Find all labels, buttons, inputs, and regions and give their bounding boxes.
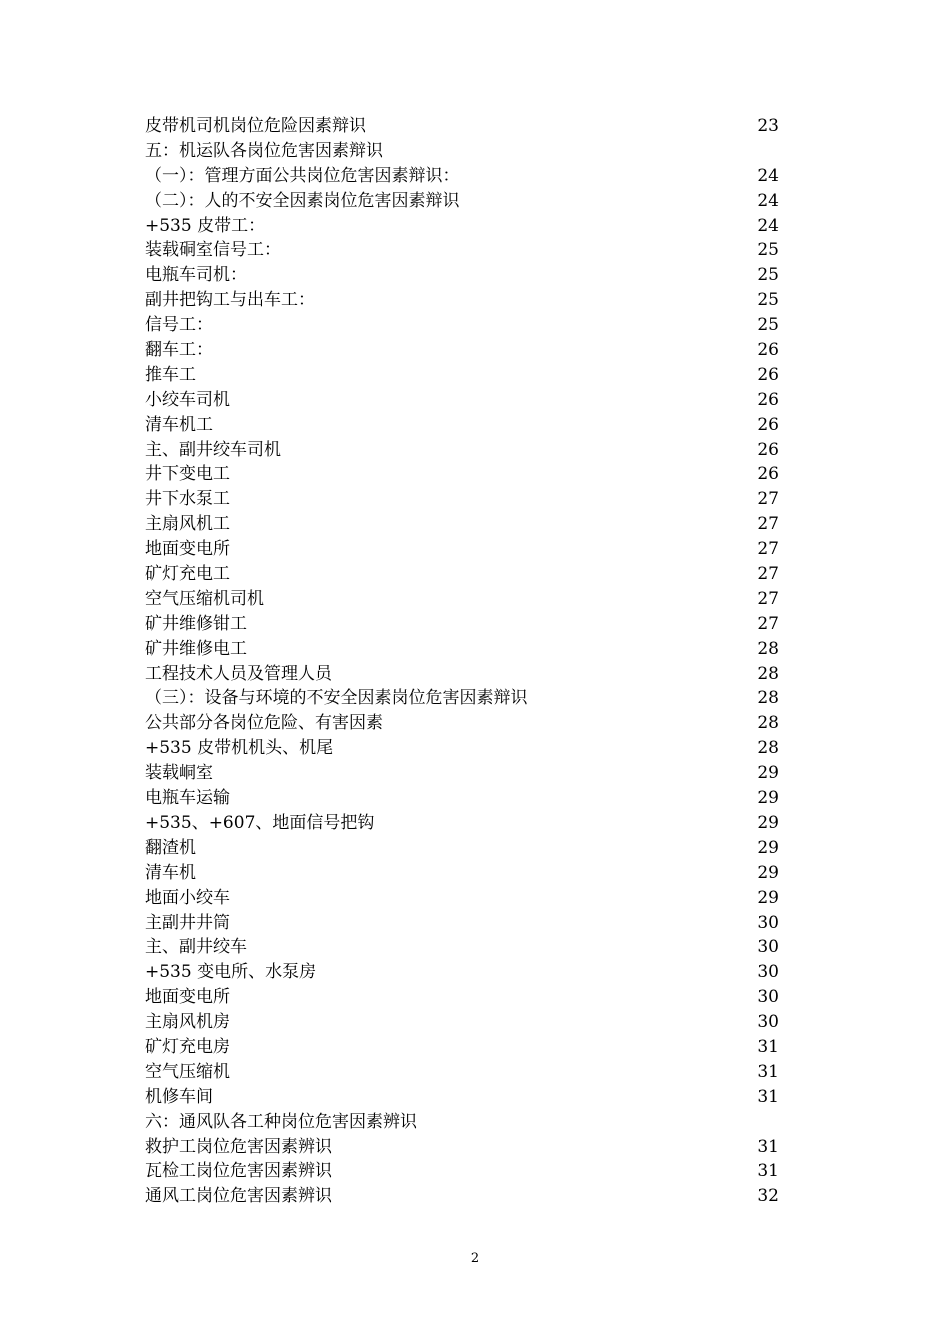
toc-entry-title: 救护工岗位危害因素辨识 — [145, 1136, 332, 1157]
toc-entry — [145, 512, 795, 537]
toc-entry — [145, 1110, 795, 1135]
toc-entry-page: 30 — [757, 937, 779, 958]
toc-entry-page: 27 — [757, 489, 779, 510]
toc-entry-title: 主扇风机工 — [145, 514, 230, 535]
toc-entry — [145, 662, 795, 687]
toc-entry-title: 井下变电工 — [145, 464, 230, 485]
toc-entry — [145, 587, 795, 612]
toc-entry-page: 28 — [757, 688, 779, 709]
toc-entry-page: 25 — [757, 265, 779, 286]
toc-entry-page: 26 — [757, 364, 779, 385]
toc-entry — [145, 786, 795, 811]
toc-entry-title: 六：通风队各工种岗位危害因素辨识 — [145, 1111, 417, 1132]
toc-entry — [145, 562, 795, 587]
toc-entry-title: 公共部分各岗位危险、有害因素 — [145, 713, 383, 734]
toc-entry — [145, 1135, 795, 1160]
toc-entry-title: +535、+607、地面信号把钩 — [145, 812, 375, 833]
toc-entry-page: 29 — [757, 763, 779, 784]
toc-entry-title: 推车工 — [145, 364, 196, 385]
toc-entry-page: 24 — [757, 215, 779, 236]
toc-entry-page: 30 — [757, 1012, 779, 1033]
toc-entry — [145, 388, 795, 413]
toc-entry-title: 主、副井绞车司机 — [145, 439, 281, 460]
toc-entry — [145, 761, 795, 786]
toc-entry-page: 29 — [757, 862, 779, 883]
toc-entry-title: 空气压缩机 — [145, 1061, 230, 1082]
toc-entry-title: +535 皮带机机头、机尾 — [145, 738, 334, 759]
toc-entry-page: 27 — [757, 514, 779, 535]
toc-entry-title: 地面变电所 — [145, 987, 230, 1008]
toc-entry-page: 31 — [757, 1136, 779, 1157]
toc-entry-title: 五：机运队各岗位危害因素辩识 — [145, 140, 383, 161]
toc-entry — [145, 413, 795, 438]
toc-entry — [145, 985, 795, 1010]
toc-entry — [145, 861, 795, 886]
page-number: 2 — [470, 1251, 480, 1266]
toc-entry — [145, 139, 795, 164]
toc-entry-page: 27 — [757, 564, 779, 585]
toc-entry-title: 主扇风机房 — [145, 1012, 230, 1033]
toc-entry-title: +535 变电所、水泵房 — [145, 962, 317, 983]
toc-entry-title: （二）：人的不安全因素岗位危害因素辩识 — [145, 190, 460, 211]
toc-entry-page: 28 — [757, 663, 779, 684]
toc-entry-page: 23 — [757, 116, 779, 136]
toc-entry-title: +535 皮带工： — [145, 215, 266, 236]
toc-entry — [145, 960, 795, 985]
toc-entry-title: 主副井井筒 — [145, 912, 230, 933]
toc-entry-page: 28 — [757, 713, 779, 734]
toc-entry — [145, 736, 795, 761]
toc-entry-page: 30 — [757, 987, 779, 1008]
toc-entry — [145, 263, 795, 288]
toc-entry-page: 30 — [757, 962, 779, 983]
toc-entry-page: 26 — [757, 439, 779, 460]
toc-entry-title: 装载硐室信号工： — [145, 240, 281, 261]
toc-entry-title: 地面变电所 — [145, 539, 230, 560]
toc-entry — [145, 686, 795, 711]
toc-entry — [145, 612, 795, 637]
toc-entry-title: 电瓶车司机： — [145, 265, 247, 286]
toc-entry — [145, 1159, 795, 1184]
toc-entry — [145, 164, 795, 189]
toc-entry — [145, 836, 795, 861]
toc-entry-title: 皮带机司机岗位危险因素辩识 — [145, 116, 366, 136]
toc-entry-title: 机修车间 — [145, 1086, 213, 1107]
toc-entry-page: 28 — [757, 638, 779, 659]
toc-entry — [145, 288, 795, 313]
toc-entry — [145, 1035, 795, 1060]
toc-entry-page: 26 — [757, 389, 779, 410]
toc-entry-page: 31 — [757, 1086, 779, 1107]
toc-entry — [145, 438, 795, 463]
toc-entry — [145, 1184, 795, 1209]
toc-entry-title: 矿灯充电房 — [145, 1036, 230, 1057]
toc-entry-page: 27 — [757, 613, 779, 634]
toc-entry-page: 24 — [757, 165, 779, 186]
toc-entry-page: 31 — [757, 1061, 779, 1082]
toc-entry-page: 27 — [757, 539, 779, 560]
toc-entry — [145, 487, 795, 512]
toc-entry-title: 清车机工 — [145, 414, 213, 435]
toc-entry-title: 翻车工： — [145, 340, 213, 361]
toc-entry-title: 清车机 — [145, 862, 196, 883]
toc-entry-title: （一）：管理方面公共岗位危害因素辩识： — [145, 165, 460, 186]
toc-entry-page: 32 — [757, 1186, 779, 1207]
toc-entry-title: 工程技术人员及管理人员 — [145, 663, 332, 684]
toc-entry — [145, 462, 795, 487]
toc-entry — [145, 1010, 795, 1035]
toc-entry-page: 29 — [757, 812, 779, 833]
toc-entry-title: 主、副井绞车 — [145, 937, 247, 958]
toc-entry — [145, 811, 795, 836]
toc-entry — [145, 238, 795, 263]
toc-entry-page: 25 — [757, 290, 779, 311]
toc-entry-title: 矿井维修钳工 — [145, 613, 247, 634]
toc-entry-title: 装载峒室 — [145, 763, 213, 784]
toc-entry-page: 29 — [757, 788, 779, 809]
table-of-contents — [145, 114, 795, 1209]
toc-entry — [145, 911, 795, 936]
toc-entry — [145, 1085, 795, 1110]
toc-entry-page: 28 — [757, 738, 779, 759]
toc-entry-page: 29 — [757, 887, 779, 908]
toc-entry-page: 29 — [757, 837, 779, 858]
toc-entry — [145, 1060, 795, 1085]
toc-entry-title: 小绞车司机 — [145, 389, 230, 410]
toc-entry-title: （三）：设备与环境的不安全因素岗位危害因素辩识 — [145, 688, 528, 709]
toc-entry — [145, 537, 795, 562]
toc-entry-page: 26 — [757, 340, 779, 361]
toc-entry-page: 31 — [757, 1036, 779, 1057]
toc-entry — [145, 711, 795, 736]
toc-entry — [145, 114, 795, 139]
toc-entry-page: 30 — [757, 912, 779, 933]
toc-entry — [145, 338, 795, 363]
toc-entry — [145, 313, 795, 338]
toc-entry — [145, 637, 795, 662]
toc-entry-page: 25 — [757, 240, 779, 261]
toc-entry-title: 翻渣机 — [145, 837, 196, 858]
toc-entry — [145, 189, 795, 214]
toc-entry — [145, 363, 795, 388]
toc-entry-page: 25 — [757, 315, 779, 336]
toc-entry-title: 信号工： — [145, 315, 213, 336]
toc-entry-title: 通风工岗位危害因素辨识 — [145, 1186, 332, 1207]
toc-entry-title: 矿井维修电工 — [145, 638, 247, 659]
toc-entry-page: 24 — [757, 190, 779, 211]
toc-entry-title: 瓦检工岗位危害因素辨识 — [145, 1161, 332, 1182]
toc-entry-page: 31 — [757, 1161, 779, 1182]
toc-entry-title: 矿灯充电工 — [145, 564, 230, 585]
toc-entry — [145, 214, 795, 239]
toc-entry-title: 地面小绞车 — [145, 887, 230, 908]
toc-entry-page: 27 — [757, 588, 779, 609]
toc-entry-page: 26 — [757, 464, 779, 485]
toc-entry-title: 井下水泵工 — [145, 489, 230, 510]
toc-entry — [145, 886, 795, 911]
toc-entry-title: 副井把钩工与出车工： — [145, 290, 315, 311]
toc-entry-title: 空气压缩机司机 — [145, 588, 264, 609]
toc-entry-title: 电瓶车运输 — [145, 788, 230, 809]
toc-entry — [145, 935, 795, 960]
toc-entry-page: 26 — [757, 414, 779, 435]
